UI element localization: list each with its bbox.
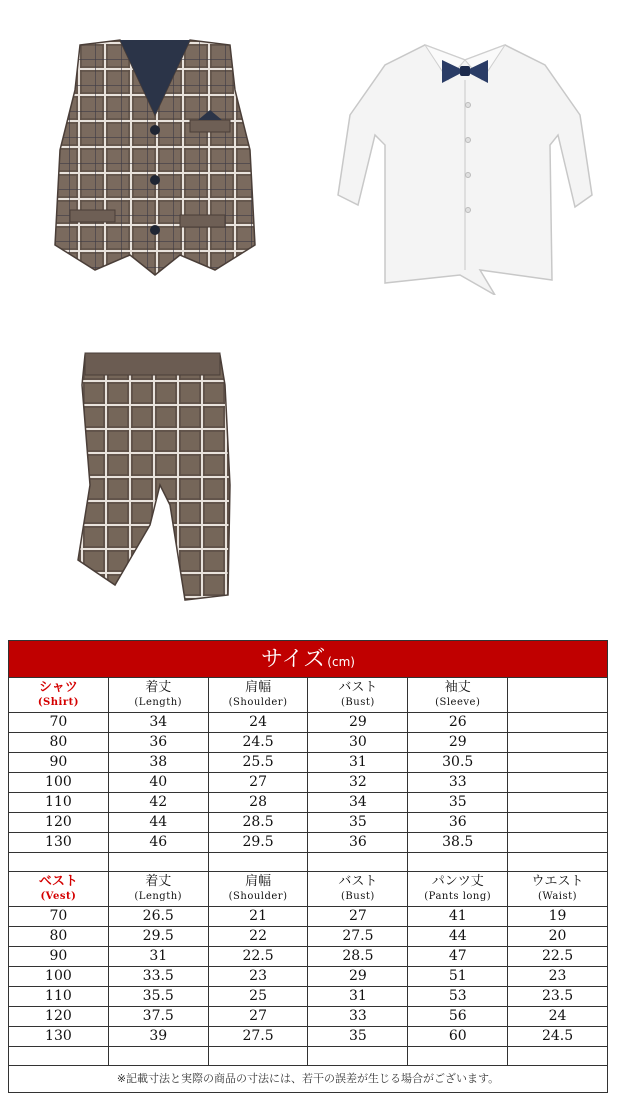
size-chart-unit: (cm) [327, 655, 355, 669]
table-cell: 28.5 [308, 947, 408, 966]
table-cell: 90 [9, 947, 109, 966]
table-row [9, 927, 607, 947]
table-cell: 70 [9, 713, 109, 732]
table-row [9, 793, 607, 813]
table-cell: 90 [9, 753, 109, 772]
table-cell: 100 [9, 967, 109, 986]
table-cell: 35 [308, 1027, 408, 1046]
table-cell: 33 [408, 773, 508, 792]
size-chart-title: サイズ [261, 647, 326, 672]
table-cell: 27 [308, 907, 408, 926]
table-cell: 24 [209, 713, 309, 732]
spacer-row [9, 853, 607, 872]
table-row [9, 713, 607, 733]
vest-header-row [9, 872, 607, 907]
table-cell: 36 [408, 813, 508, 832]
table-cell: 41 [408, 907, 508, 926]
table-cell: 27.5 [209, 1027, 309, 1046]
table-cell: 25 [209, 987, 309, 1006]
header-cell: パンツ丈 (Pants long) [408, 872, 508, 906]
table-cell: 23 [209, 967, 309, 986]
table-cell: 51 [408, 967, 508, 986]
table-cell: 100 [9, 773, 109, 792]
disclaimer-note: ※記載寸法と実際の商品の寸法には、若干の誤差が生じる場合がございます。 [116, 1072, 500, 1085]
table-cell: 34 [308, 793, 408, 812]
table-cell: 27 [209, 1007, 309, 1026]
table-cell: 30 [308, 733, 408, 752]
table-cell [508, 833, 607, 852]
table-cell: 29 [308, 967, 408, 986]
table-cell: 38 [109, 753, 209, 772]
table-cell: 44 [109, 813, 209, 832]
table-cell: 33 [308, 1007, 408, 1026]
table-cell: 110 [9, 793, 109, 812]
table-cell: 32 [308, 773, 408, 792]
table-row [9, 967, 607, 987]
table-cell: 53 [408, 987, 508, 1006]
table-cell: 36 [308, 833, 408, 852]
table-cell: 22.5 [541, 948, 574, 964]
table-row [9, 753, 607, 773]
table-row [9, 1007, 607, 1027]
table-cell: 34 [109, 713, 209, 732]
table-cell: 26.5 [109, 907, 209, 926]
header-cell [508, 678, 607, 712]
table-cell: 35 [408, 793, 508, 812]
header-cell: ウエスト (Waist) [531, 874, 584, 902]
header-cell: 袖丈 (Sleeve) [408, 678, 508, 712]
header-cell: 肩幅 (Shoulder) [209, 872, 309, 906]
table-cell: 29 [408, 733, 508, 752]
table-cell: 39 [109, 1027, 209, 1046]
table-cell: 22 [209, 927, 309, 946]
table-cell: 24.5 [209, 733, 309, 752]
white-shirt-bowtie-image [330, 25, 600, 295]
spacer-row [9, 1047, 607, 1066]
shirt-header-row [9, 678, 607, 713]
table-row [9, 1027, 607, 1047]
table-cell: 56 [408, 1007, 508, 1026]
table-cell: 24 [548, 1008, 567, 1024]
plaid-pants-image [70, 345, 240, 610]
table-cell: 40 [109, 773, 209, 792]
table-cell: 25.5 [209, 753, 309, 772]
table-cell: 29 [308, 713, 408, 732]
table-cell: 21 [209, 907, 309, 926]
table-cell: 22.5 [209, 947, 309, 966]
table-cell: 46 [109, 833, 209, 852]
header-cell: バスト (Bust) [308, 678, 408, 712]
table-cell: 80 [9, 927, 109, 946]
table-cell: 80 [9, 733, 109, 752]
table-row [9, 987, 607, 1007]
table-cell [508, 793, 607, 812]
table-cell: 35.5 [109, 987, 209, 1006]
table-row [9, 733, 607, 753]
table-cell: 110 [9, 987, 109, 1006]
table-cell: 60 [408, 1027, 508, 1046]
table-cell: 28 [209, 793, 309, 812]
table-cell: 23 [548, 968, 567, 984]
table-cell: 29.5 [109, 927, 209, 946]
header-cell: 肩幅 (Shoulder) [209, 678, 309, 712]
table-cell: 29.5 [209, 833, 309, 852]
table-cell: 36 [109, 733, 209, 752]
table-cell [508, 713, 607, 732]
table-cell: 120 [9, 1007, 109, 1026]
table-cell: 31 [308, 753, 408, 772]
table-cell: 24.5 [541, 1028, 574, 1044]
table-cell [508, 733, 607, 752]
note-row [9, 1066, 607, 1092]
table-cell: 20 [548, 928, 567, 944]
table-cell: 70 [9, 907, 109, 926]
table-row [9, 947, 607, 967]
table-row [9, 907, 607, 927]
table-cell: 31 [308, 987, 408, 1006]
table-cell: 26 [408, 713, 508, 732]
header-cell: 着丈 (Length) [109, 872, 209, 906]
table-cell: 33.5 [109, 967, 209, 986]
table-row [9, 813, 607, 833]
header-cell: ベスト (Vest) [9, 872, 109, 906]
table-cell: 19 [548, 908, 567, 924]
shirt-rows [9, 713, 607, 853]
table-cell: 130 [9, 833, 109, 852]
vest-rows [9, 907, 607, 1047]
plaid-vest-image [40, 30, 270, 290]
table-cell: 42 [109, 793, 209, 812]
table-cell: 120 [9, 813, 109, 832]
table-cell: 47 [408, 947, 508, 966]
table-cell: 31 [109, 947, 209, 966]
size-chart-title-bar [9, 641, 607, 678]
table-cell: 44 [408, 927, 508, 946]
table-cell: 28.5 [209, 813, 309, 832]
size-chart-table [8, 640, 608, 1093]
table-cell: 38.5 [408, 833, 508, 852]
table-cell [508, 813, 607, 832]
header-cell: シャツ (Shirt) [9, 678, 109, 712]
table-row [9, 773, 607, 793]
table-cell: 23.5 [541, 988, 574, 1004]
header-cell: バスト (Bust) [308, 872, 408, 906]
table-cell: 130 [9, 1027, 109, 1046]
header-cell: 着丈 (Length) [109, 678, 209, 712]
table-cell [508, 773, 607, 792]
table-row [9, 833, 607, 853]
table-cell: 27 [209, 773, 309, 792]
table-cell: 37.5 [109, 1007, 209, 1026]
table-cell [508, 753, 607, 772]
table-cell: 30.5 [408, 753, 508, 772]
table-cell: 35 [308, 813, 408, 832]
table-cell: 27.5 [308, 927, 408, 946]
